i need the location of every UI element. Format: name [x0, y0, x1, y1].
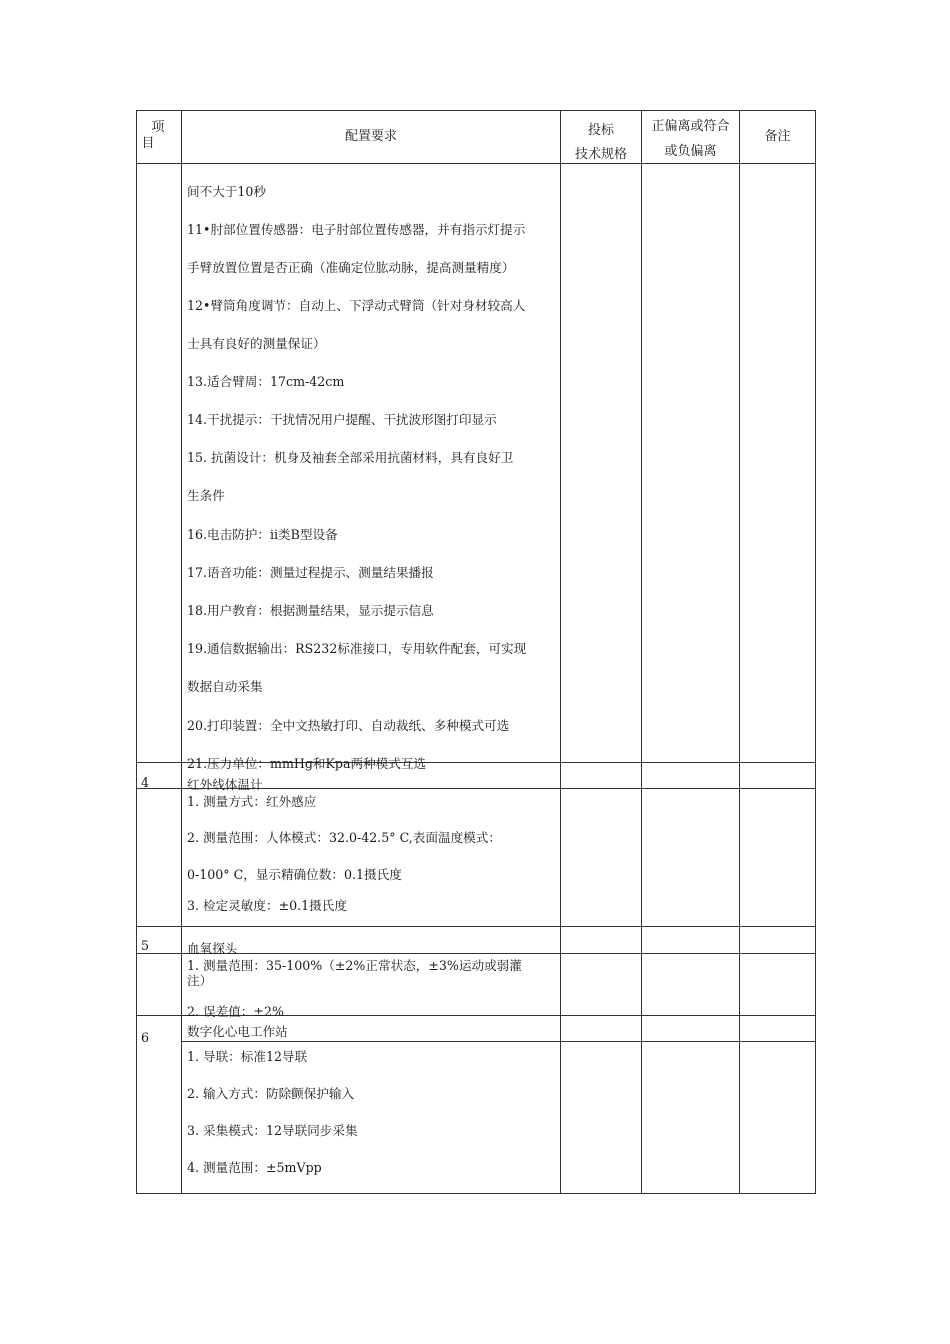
list-item: 3. 检定灵敏度：±0.1摄氏度 — [187, 898, 347, 913]
list-item: 1. 测量范围：35-100%（±2%正常状态，±3%运动或弱灌 — [187, 958, 522, 973]
section-title: 血氧探头 — [187, 941, 238, 956]
header-item-line1: 项 — [151, 120, 165, 135]
list-item: 12•臂筒角度调节：自动上、下浮动式臂筒（针对身材较高人 — [187, 298, 526, 313]
list-item: 2. 误差值：±2% — [187, 1004, 284, 1019]
table-rule — [136, 1193, 816, 1194]
section-number: 6 — [141, 1030, 150, 1045]
list-item: 21.压力单位：mmHg和Kpa两种模式互选 — [187, 756, 427, 771]
list-item: 16.电击防护：ii类B型设备 — [187, 527, 338, 542]
section-number: 4 — [141, 775, 150, 790]
header-requirements: 配置要求 — [344, 129, 397, 144]
header-deviation-line1: 正偏离或符合 — [651, 119, 730, 134]
section-number: 5 — [141, 938, 150, 953]
list-item: 3. 采集模式：12导联同步采集 — [187, 1123, 358, 1138]
table-rule — [136, 110, 816, 111]
list-item: 生条件 — [187, 488, 225, 503]
list-item: 13.适合臂周：17cm-42cm — [187, 374, 345, 389]
list-item: 0-100° C，显示精确位数：0.1摄氏度 — [187, 867, 402, 882]
section-lines — [182, 954, 560, 1019]
list-item: 18.用户教育：根据测量结果，显示提示信息 — [187, 603, 434, 618]
list-item: 手臂放置位置是否正确（准确定位肱动脉，提高测量精度） — [187, 260, 515, 275]
header-item-line2: 目 — [141, 136, 155, 151]
continued-requirements — [182, 164, 560, 771]
table-rule — [739, 110, 740, 1194]
table-rule — [136, 110, 137, 1194]
header-deviation-line2: 或负偏离 — [664, 144, 717, 159]
list-item: 2. 测量范围：人体模式：32.0-42.5° C,表面温度模式： — [187, 830, 501, 845]
list-item: 19.通信数据输出：RS232标准接口，专用软件配套，可实现 — [187, 641, 527, 656]
table-rule — [181, 1041, 816, 1042]
list-item: 14.干扰提示：干扰情况用户提醒、干扰波形图打印显示 — [187, 412, 497, 427]
section-title: 数字化心电工作站 — [187, 1024, 288, 1039]
list-item: 2. 输入方式：防除颤保护输入 — [187, 1086, 355, 1101]
list-item: 数据自动采集 — [187, 679, 263, 694]
list-item: 1. 测量方式：红外感应 — [187, 794, 317, 809]
list-item: 11•肘部位置传感器：电子肘部位置传感器，并有指示灯提示 — [187, 222, 526, 237]
header-bid-line2: 技术规格 — [574, 147, 627, 162]
table-rule — [560, 110, 561, 1194]
section-title: 红外线体温计 — [187, 777, 263, 792]
list-item: 间不大于10秒 — [187, 184, 266, 199]
list-item: 17.语音功能：测量过程提示、测量结果播报 — [187, 565, 434, 580]
list-item: 士具有良好的测量保证） — [187, 336, 326, 351]
header-bid-line1: 投标 — [587, 123, 614, 138]
list-item: 1. 导联：标准12导联 — [187, 1049, 308, 1064]
list-item: 4. 测量范围：±5mVpp — [187, 1160, 322, 1175]
table-rule — [815, 110, 816, 1194]
list-item: 注） — [187, 973, 213, 988]
table-rule — [641, 110, 642, 1194]
header-remarks: 备注 — [764, 129, 791, 144]
list-item: 20.打印装置：全中文热敏打印、自动裁纸、多种模式可选 — [187, 718, 510, 733]
list-item: 15. 抗菌设计：机身及袖套全部采用抗菌材料，具有良好卫 — [187, 450, 514, 465]
